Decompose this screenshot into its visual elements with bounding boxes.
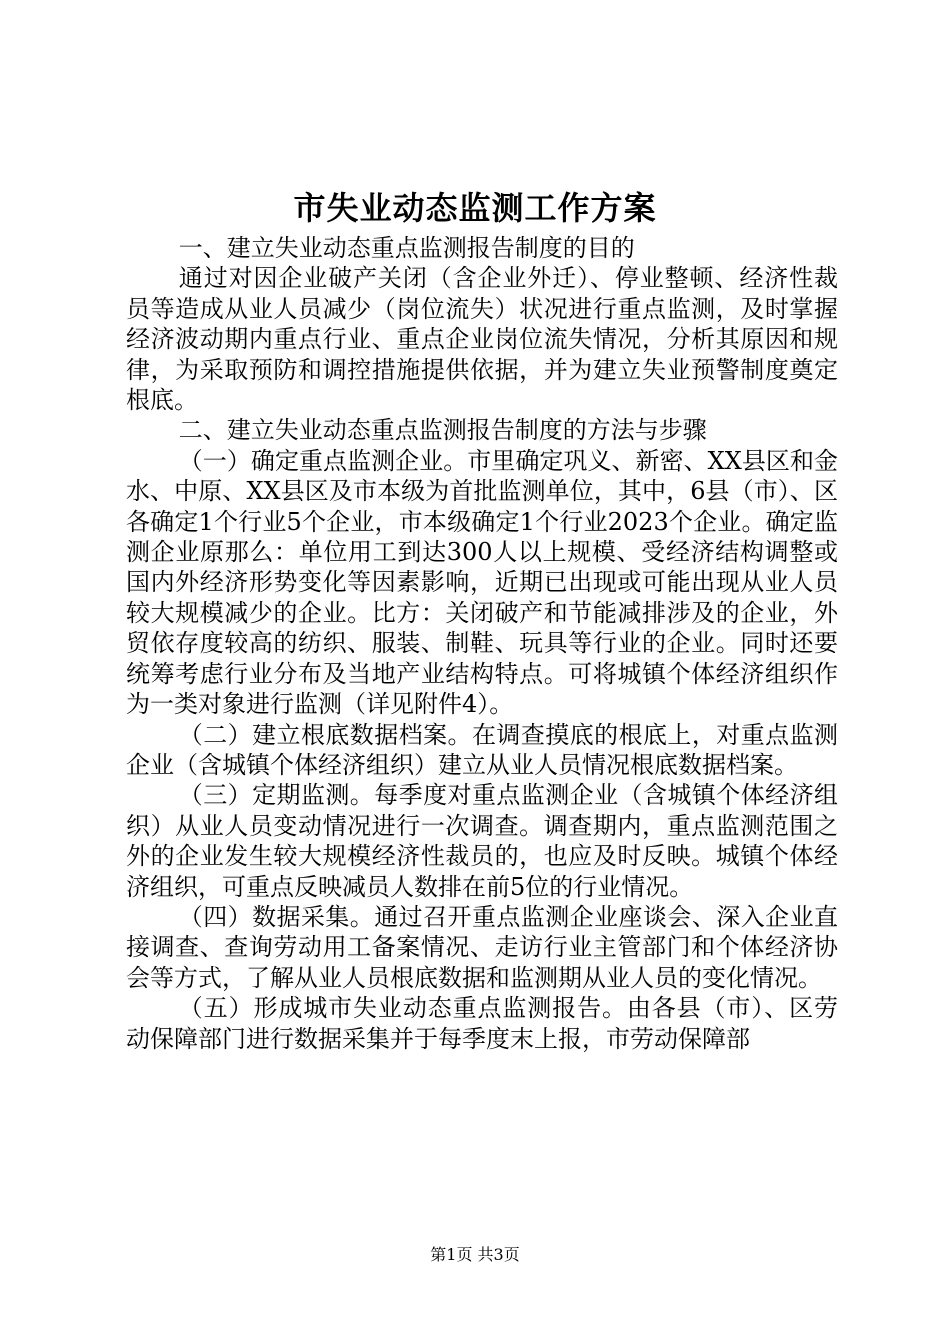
section-heading-purpose: 一、建立失业动态重点监测报告制度的目的 bbox=[178, 234, 635, 262]
document-title: 市失业动态监测工作方案 bbox=[293, 189, 657, 227]
paragraph-purpose: 通过对因企业破产关闭（含企业外迁）、停业整顿、经济性裁员等造成从业人员减少（岗位流失）状况进行重点监测，及时掌握经济波动期内重点行业、重点企业岗位流失情况，分析其原因和规律，为采取预防和调控措施提供依据，并为建立失业预警制度奠定根底。 bbox=[126, 264, 838, 415]
page-number-footer: 第1页 共3页 bbox=[430, 1245, 520, 1264]
paragraph-step-1: （一）确定重点监测企业。市里确定巩义、新密、XX县区和金水、中原、XX县区及市本级为首批监测单位，其中，6县（市）、区各确定1个行业5个企业，市本级确定1个行业2023个企业。确定监测企业原那么：单位用工到达300人以上规模、受经济结构调整或国内外经济形势变化等因素影响，近期已出现或可能出现从业人员较大规模减少的企业。比方：关闭破产和节能减排涉及的企业，外贸依存度较高的纺织、服装、制鞋、玩具等行业的企业。同时还要统筹考虑行业分布及当地产业结构特点。可将城镇个体经济组织作为一类对象进行监测（详见附件4）。 bbox=[126, 446, 838, 719]
section-heading-methods: 二、建立失业动态重点监测报告制度的方法与步骤 bbox=[178, 416, 707, 445]
paragraph-step-4: （四）数据采集。通过召开重点监测企业座谈会、深入企业直接调查、查询劳动用工备案情况、走访行业主管部门和个体经济协会等方式，了解从业人员根底数据和监测期从业人员的变化情况。 bbox=[126, 902, 838, 992]
paragraph-step-3: （三）定期监测。每季度对重点监测企业（含城镇个体经济组织）从业人员变动情况进行一次调查。调查期内，重点监测范围之外的企业发生较大规模经济性裁员的，也应及时反映。城镇个体经济组织，可重点反映减员人数排在前5位的行业情况。 bbox=[126, 781, 838, 901]
paragraph-step-2: （二）建立根底数据档案。在调查摸底的根底上，对重点监测企业（含城镇个体经济组织）建立从业人员情况根底数据档案。 bbox=[126, 720, 838, 779]
document-body bbox=[126, 233, 838, 1054]
paragraph-step-5: （五）形成城市失业动态重点监测报告。由各县（市）、区劳动保障部门进行数据采集并于每季度末上报，市劳动保障部 bbox=[126, 994, 838, 1053]
